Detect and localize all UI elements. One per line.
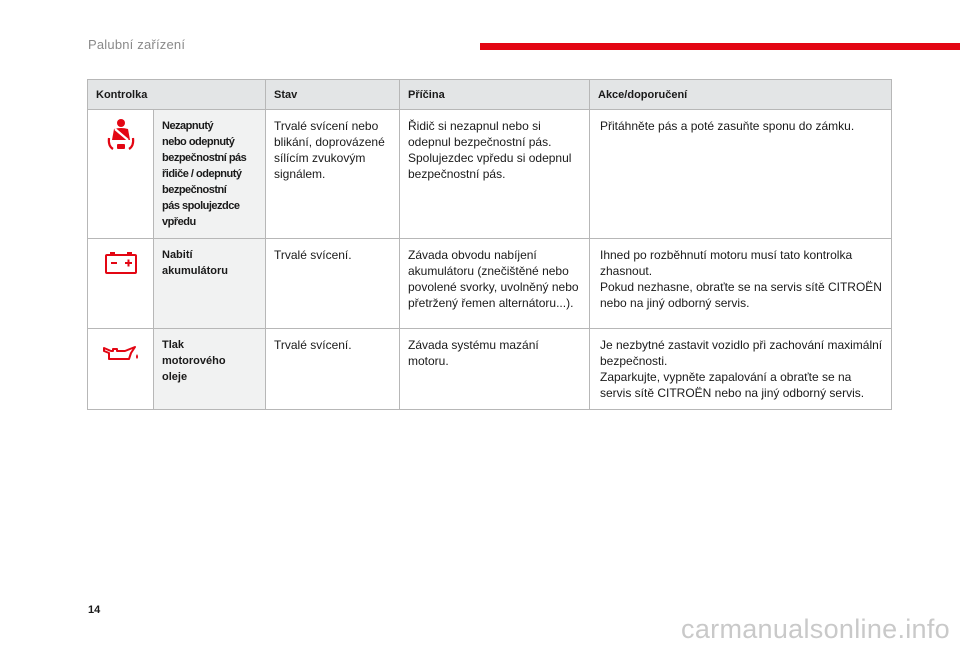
- battery-charge-icon: [104, 251, 138, 275]
- warning-name: Nabití akumulátoru: [154, 239, 266, 329]
- section-title: Palubní zařízení: [88, 37, 186, 52]
- column-header-kontrolka: Kontrolka: [88, 80, 266, 110]
- icon-cell: [88, 239, 154, 329]
- table-row: [88, 110, 892, 239]
- warning-name: Nezapnutý nebo odepnutý bezpečnostní pás řidiče / odepnutý bezpečnostní pás spolujezdce vpředu: [154, 110, 266, 239]
- icon-cell: [88, 329, 154, 410]
- warning-action: Přitáhněte pás a poté zasuňte sponu do zámku.: [590, 110, 892, 239]
- warning-name: Tlak motorového oleje: [154, 329, 266, 410]
- warning-action: Je nezbytné zastavit vozidlo při zachování maximální bezpečnosti. Zaparkujte, vypněte zapalování a obraťte se na servis sítě CITROËN nebo na jiný odborný servis.: [590, 329, 892, 410]
- column-header-stav: Stav: [266, 80, 400, 110]
- page-number: 14: [88, 604, 101, 616]
- warning-cause: Závada obvodu nabíjení akumulátoru (znečištěné nebo povolené svorky, uvolněný nebo přetržený řemen alternátoru...).: [400, 239, 590, 329]
- warning-action: Ihned po rozběhnutí motoru musí tato kontrolka zhasnout. Pokud nezhasne, obraťte se na servis sítě CITROËN nebo na jiný odborný servis.: [590, 239, 892, 329]
- warning-lights-table: [87, 79, 892, 410]
- seatbelt-warning-icon: [104, 118, 138, 154]
- table-row: [88, 329, 892, 410]
- table-header-row: [88, 80, 892, 110]
- warning-status: Trvalé svícení.: [266, 239, 400, 329]
- column-header-pricina: Příčina: [400, 80, 590, 110]
- warning-status: Trvalé svícení nebo blikání, doprovázené sílícím zvukovým signálem.: [266, 110, 400, 239]
- header-accent-bar: [480, 43, 960, 50]
- oil-pressure-icon: [101, 343, 141, 363]
- column-header-akce: Akce/doporučení: [590, 80, 892, 110]
- warning-status: Trvalé svícení.: [266, 329, 400, 410]
- icon-cell: [88, 110, 154, 239]
- table-row: [88, 239, 892, 329]
- warning-cause: Závada systému mazání motoru.: [400, 329, 590, 410]
- watermark: carmanualsonline.info: [681, 614, 950, 644]
- warning-cause: Řidič si nezapnul nebo si odepnul bezpečnostní pás. Spolujezdec vpředu si odepnul bezpečnostní pás.: [400, 110, 590, 239]
